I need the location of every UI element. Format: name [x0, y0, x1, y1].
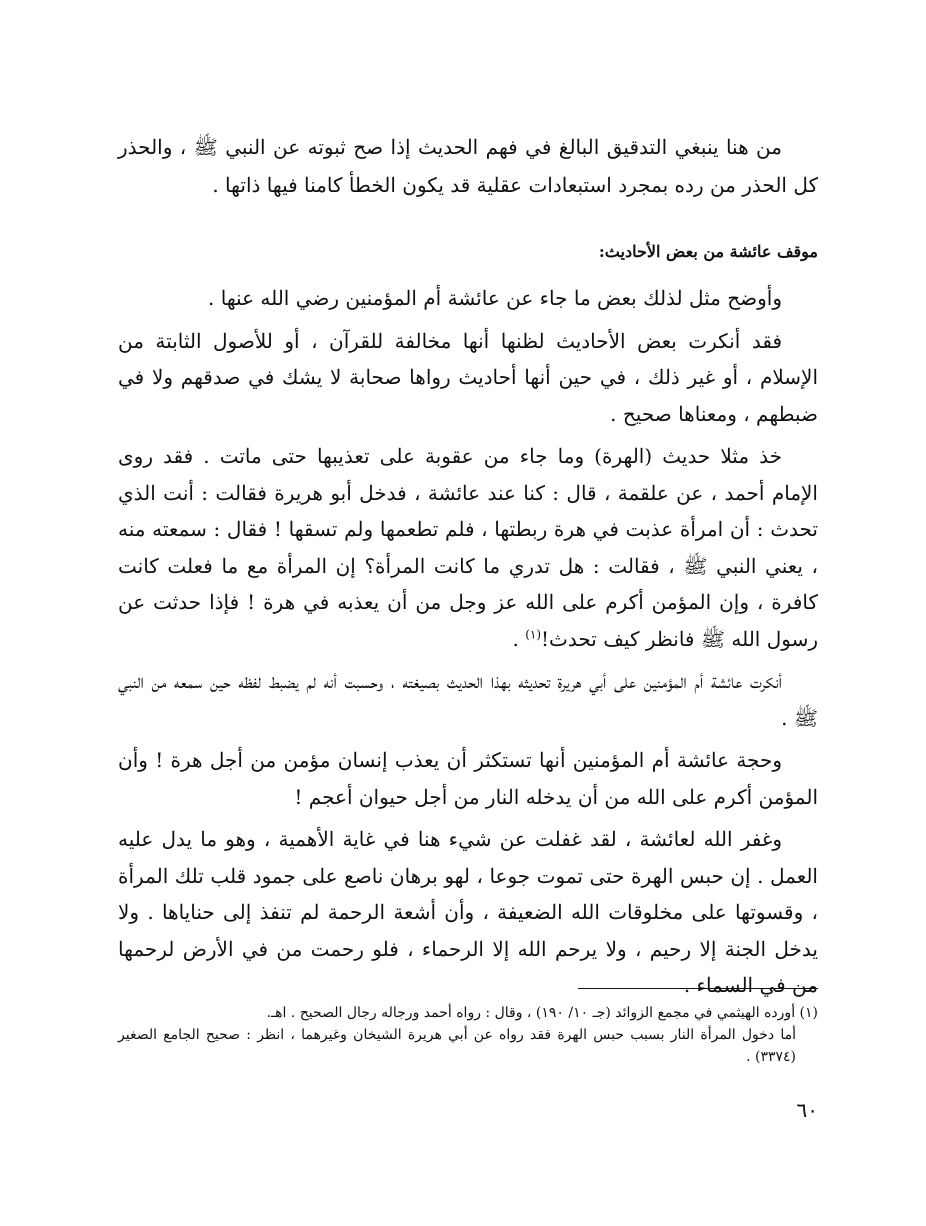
paragraph-5: وحجة عائشة أم المؤمنين أنها تستكثر أن يعذب إنسان مؤمن من أجل هرة ! وأن المؤمن أكرم على الله من أن يدخله النار من أجل حيوان أعجم ! — [118, 748, 818, 809]
paragraph-6: وغفر الله لعائشة ، لقد غفلت عن شيء هنا في غاية الأهمية ، وهو ما يدل عليه العمل . إن حبس الهرة حتى تموت جوعا ، لهو برهان ناصع على جمود قلب تلك المرأة ، وقسوتها على مخلوقات الله الضعيفة ، وأن أشعة الرحمة لم تنفذ إلى حناياها . ولا يدخل الجنة إلا رحيم ، ولا يرحم الله إلا الرحماء ، فلو رحمت من في الأرض لرحمها من في السماء . — [118, 827, 818, 997]
intro-paragraph — [118, 128, 818, 204]
footnote-divider — [578, 988, 818, 989]
intro-text: من هنا ينبغي التدقيق البالغ في فهم الحديث إذا صح ثبوته عن النبي ﷺ ، والحذر كل الحذر من رده بمجرد استبعادات عقلية قد يكون الخطأ كامنا فيها ذاتها . — [118, 135, 818, 197]
paragraph-4: أنكرت عائشة أم المؤمنين على أبي هريرة تحديثه بهذا الحديث بصيغته ، وحسبت أنه لم يضبط لفظه حين سمعه من النبي ﷺ . — [118, 669, 818, 730]
paragraph-2: فقد أنكرت بعض الأحاديث لظنها أنها مخالفة للقرآن ، أو للأصول الثابتة من الإسلام ، أو غير ذلك ، في حين أنها أحاديث رواها صحابة لا يشك في صدقهم ولا في ضبطهم ، ومعناها صحيح . — [118, 328, 818, 426]
paragraph-1: وأوضح مثل لذلك بعض ما جاء عن عائشة أم المؤمنين رضي الله عنها . — [208, 286, 782, 310]
page-number: ٦٠ — [796, 1098, 818, 1122]
footnote-reference: (١) — [525, 626, 542, 641]
paragraph-3: خذ مثلا حديث (الهرة) وما جاء من عقوبة على تعذيبها حتى ماتت . فقد روى الإمام أحمد ، عن علقمة ، قال : كنا عند عائشة ، فدخل أبو هريرة فقالت : أنت الذي تحدث : أن امرأة عذبت في هرة ربطتها ، فلم تطعمها ولم تسقها ! فقال : سمعته منه ، يعني النبي ﷺ ، فقالت : هل تدري ما كانت المرأة؟ إن المرأة مع ما فعلت كانت كافرة ، وإن المؤمن أكرم على الله عز وجل من أن يعذبه في هرة ! فإذا حدثت عن رسول الله ﷺ فانظر كيف تحدث!$^{(١)}$ . — [118, 444, 818, 651]
footnotes — [118, 1002, 818, 1068]
section-heading: موقف عائشة من بعض الأحاديث: — [598, 242, 818, 261]
paragraph-3-text: خذ مثلا حديث (الهرة) وما جاء من عقوبة على تعذيبها حتى ماتت . فقد روى الإمام أحمد ، عن علقمة ، قال : كنا عند عائشة ، فدخل أبو هريرة فقالت : أنت الذي تحدث : أن امرأة عذبت في هرة ربطتها ، فلم تطعمها ولم تسقها ! فقال : سمعته منه ، يعني النبي ﷺ ، فقالت : هل تدري ما كانت المرأة؟ إن المرأة مع ما فعلت كانت كافرة ، وإن المؤمن أكرم على الله عز وجل من أن يعذبه في هرة ! فإذا حدثت عن رسول الله ﷺ فانظر كيف تحدث! — [118, 444, 818, 651]
body-text — [118, 280, 818, 1004]
footnote-line-2: أما دخول المرأة النار بسبب حبس الهرة فقد رواه عن أبي هريرة الشيخان وغيرهما ، انظر : صحيح الجامع الصغير (٣٣٧٤) . — [118, 1027, 796, 1065]
footnote-line-1: (١) أورده الهيثمي في مجمع الزوائد (جـ ١٠/ ١٩٠) ، وقال : رواه أحمد ورجاله رجال الصحيح . اهـ. — [266, 1005, 818, 1021]
